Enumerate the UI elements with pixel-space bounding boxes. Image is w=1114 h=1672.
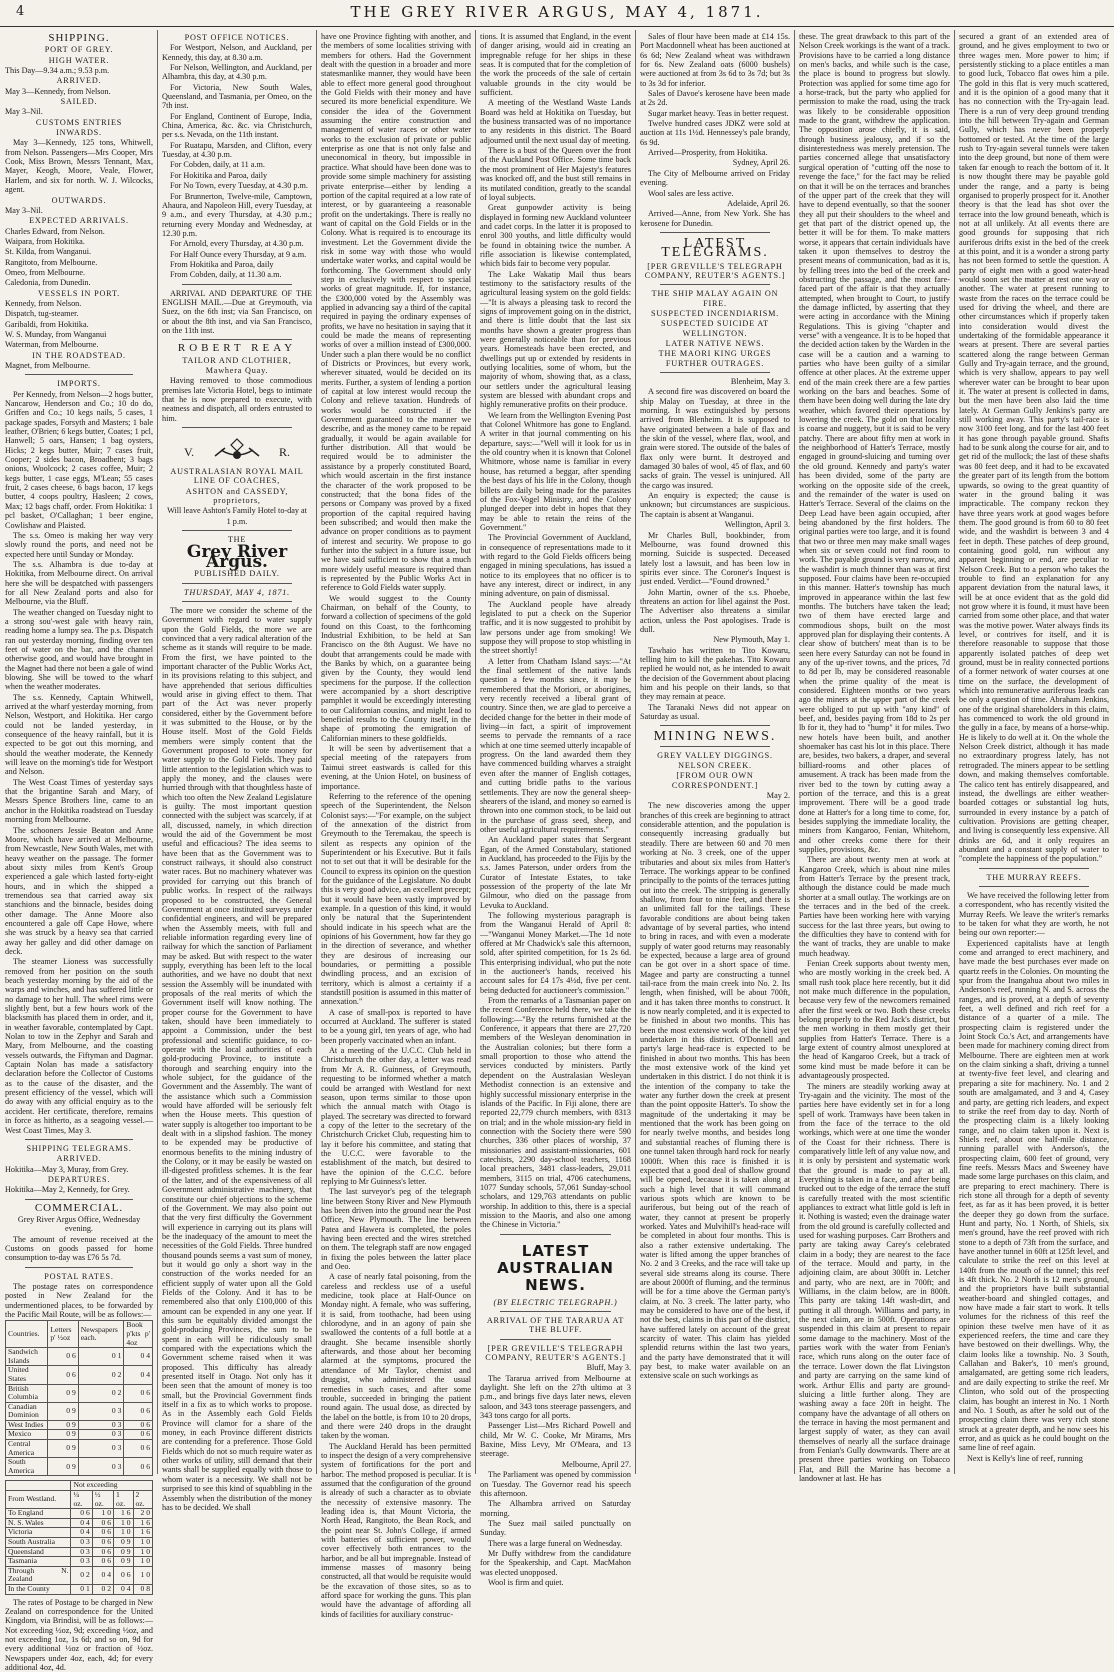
table-cell: 0 9	[48, 1440, 78, 1458]
paragraph: For England, Continent of Europe, India, China, America, &c. &c. via Christchurch, per s.s. Nevada, on the 11th instant.	[162, 111, 312, 140]
section-heading-latest-australian-news: LATEST AUSTRALIAN NEWS.	[497, 1241, 614, 1294]
table-cell: Central America	[6, 1440, 48, 1458]
section-heading-mining-news: MINING NEWS.	[653, 729, 777, 745]
table-cell: To England	[6, 1509, 71, 1519]
paragraph: Referring to the reference of the opening speech of the Superintendent, the Nelson Colonist says:—"For example, on the subject of the annexation of the district from Greymouth to the Teremakau, the speech is silent as respects any opinion of the Superintendent or his Executive. But it fails not to set out that it will be desirable for the Council to express its opinion on the question for the guidance of the Legislature. No doubt this is very good advice, an excellent precept; but it would have been vastly improved by example. In a question of this kind, it would only be natural that the Superintendent should indicate in his speech what are the opinions of his Government, how far they go in the direction of severance, and whether they are desirous of increasing our boundaries, or permitting a possible dwindling process, and an excision of territory, which is almost a certainty if a standstill position is assumed in this matter of annexation."	[321, 791, 471, 1007]
paragraph: For Brunnerton, Twelve-mile, Camptown, Ahaura, and Napoleon Hill, every Tuesday, at 9 a.m., and every Thursday, at 4.30 p.m.; returning every Monday and Wednesday, at 12.30 p.m.	[162, 191, 312, 238]
paragraph: The Parliament was opened by commission on Tuesday. The Governor read his speech this afternoon.	[480, 1470, 631, 1498]
table-cell: Queensland	[6, 1547, 71, 1557]
table-row	[6, 1348, 153, 1366]
table-cell: 0 4	[124, 1348, 153, 1366]
paragraph: The new discoveries among the upper branches of this creek are beginning to attract considerable attention, and the population is consequently increasing gradually but steadily. There are between 60 and 70 men working at No. 3 creek, one of the upper tributaries and about six miles from Hatter's Terrace. The workings appear to be confined principally to the points of the terraces jutting out into the creek. The stripping is generally shallow, from four to nine feet, and there is an unlimited fall for the tailings. These favorable conditions are about being taken advantage of by several parties, who intend to bring in races, and with even a moderate supply of water good returns may reasonably be expected, because a large area of ground can be got over in a short space of time. Magee and party are constructing a tunnel tail-race from the main creek into No. 2. Its length, when finished, will be about 700ft, and it has taken three months to construct. It is now nearly completed, and it is expected to be finished in about two months. This has been the most extensive work of the kind yet undertaken in this district. O'Donnell and party's large head-race is expected to be finished in about two months. This has been the most extensive work of the kind yet undertaken in this district. I do not think it is the intention of the company to take the water any further down the creek at present than the point opposite Hatter's. To show the magnitude of the undertaking it may be mentioned that the work has been going on for nearly twelve months, and besides long and substantial reaches of fluming there is one tunnel taken through hard rock for nearly 1000ft. When this race is finished it is expected that a good deal of shallow ground will be opened, because it is taken along at such a high level that it will command various spots which are known to be auriferous, but being out of the reach of water, they cannot at present be properly worked. Yates and Mulvihill's head-race will be completed in about four months. This is also a rather extensive undertaking. The water is lifted among the upper branches of No. 2 and 3 Creeks, and the race will take up several side streams along its course. There are about 2000ft of fluming, and the terminus will be for a time above the German party's claim, at No. 3 creek. The latter party, who may be considered to have one of the best, if not the best, claims in this part of the district, have suffered lately on account of the great scarcity of water. This claim has yielded splendid returns within the last two years, and the party have demonstrated that it will pay best, to make water available on an extensive scale on such workings as	[640, 801, 790, 1381]
royal-crest-block	[162, 432, 312, 466]
paragraph: Passenger List—Mrs Richard Powell and child, Mr W. C. Cooke, Mr Mirams, Mrs Baxine, Miss Levy, Mr O'Meara, and 13 steerage.	[480, 1421, 631, 1459]
text-line: This Day—9.34 a.m.; 9.53 p.m.	[5, 66, 110, 76]
table-cell: 0 2	[78, 1366, 124, 1384]
column-rule	[157, 30, 158, 1474]
table-header-row	[6, 1321, 153, 1348]
table-cell: 1 0	[133, 1557, 153, 1567]
text-line: May 3—Kennedy, from Nelson.	[5, 86, 111, 96]
paragraph: The Alhambra arrived on Saturday morning.	[480, 1499, 631, 1518]
table-cell: 0 3	[78, 1420, 124, 1430]
subheading: POST OFFICE NOTICES.	[184, 33, 290, 42]
paragraph: For Half Ounce every Thursday, at 9 a.m.	[170, 249, 307, 259]
table-cell: 0 4	[92, 1566, 113, 1584]
table-cell: 0 6	[124, 1458, 153, 1476]
table-cell: Through N. Zealand	[6, 1566, 71, 1584]
subheading: INWARDS.	[56, 128, 102, 138]
divider	[182, 284, 292, 285]
column-rule	[475, 30, 476, 1474]
paragraph: The Provincial Government of Auckland, in consequence of representations made to it with regard to the Gold Fields officers being engaged in mining speculations, has issued a notice to its employees that no officer is to have any interest, direct or indirect, in any mining adventure, on pain of dismissal.	[480, 533, 631, 599]
divider	[500, 1234, 611, 1235]
paragraph: It will be seen by advertisement that a special meeting of the ratepayers from Taimui street eastwards is called for this evening, at the Union Hotel, on business of importance.	[321, 744, 471, 791]
subheading: THE MAORI KING URGES FURTHER OUTRAGES.	[658, 349, 772, 368]
table-cell: 0 1	[78, 1348, 124, 1366]
paragraph: Sales of Davoe's kerosene have been made at 2s 2d.	[640, 89, 790, 108]
subheading: AUSTRALASIAN ROYAL MAIL LINE OF COACHES,	[170, 467, 304, 486]
table-cell: 1 0	[92, 1509, 113, 1519]
dateline: Wellington, April 3.	[724, 520, 790, 530]
table-cell: 0 6	[48, 1366, 78, 1384]
table-row	[6, 1458, 153, 1476]
text-line: Grey River Argus Office, Wednesday evening.	[17, 1214, 141, 1234]
divider	[182, 339, 292, 340]
paragraph: these. The great drawback to this part of the Nelson Creek workings is the want of a track. Provisions have to be carried a long distance on men's backs, and while such is the case, the place is bound to progress but slowly. Protection was applied for some time ago for a horse-track, but the party who applied for permission to make the road, using the track was likely to be considerable opposition made to the grant, withdrew the application. The opposition arose chiefly, it is said, through business jealousy, and if so the disinterestedness was merely pretension. The parties concerned allege that unsatisfactory surgical operation of "cutting off the nose to revenge the face," for the fact may be relied on that it will be on the terraces and branches of the upper part of the creek that they will have to depend eventually, so that the sooner they all put their shoulders to the wheel and get that part of the district opened up, the better it will be for them. To make matters worse, it appears that certain individuals have taken it upon themselves to destroy the present means of communication, bad as it is, by felling trees into the bed of the creek and obstructing the passage, and the most fare-faced part of the affair is that they actually attempted, when brought to Court, to justify the damage inflicted, by asserting that they were acting in accordance with the Mining Regulations. This is giving "chapter and verse" with a vengeance. It is to be hoped that the decided action taken by the Warden in the case will be a caution and a warning to parties who have been guilty of a similar offence at other places. At the extreme upper end of the main creek there are a few parties working on the bars and beaches. Some of them have been doing well during the late dry weather, which favored their operations by lowering the creek. The gold on that locality is coarse and nuggety, but it is said to be very patchy. There are about fifty men at work in the neighborhood of Hatter's Terrace, mostly engaged in ground-sluicing and turning over the old ground. Kennedy and party's water has been divided, some of the party are working on the opposite side of the creek, and the remainder of the water is used on Hatter's Terrace. Several of the claims on the Deep Lead have been again occupied, after being abandoned by the first holders. The original parties were too large, and it is found that two or three men may make small wages when six or seven could not find room to work. The payable ground is very narrow, and the washdirt is much thinner than was at first supposed. Four claims have been re-occupied in this manner. Hatter's township has much improved in appearance within the last few months. The butchers have taken the lead; two of them have erected large and commodious shops, built on the most approved plan for displaying their contents. A clear show of butchers' meat than is to be seen here every Saturday can not be found in any of the up-river towns, and the prices, 7d to 8d per lb, may be considered reasonable when the prime quality of the meat is considered. Eighteen months or two years ago the miners at the upper part of the creek were obliged to put up with "any kind" of beef, and, besides paying from 18d to 2s per lb for it, they had to "hump" it for miles. Two new hotels have been built, and another shoemaker has cast his lot in this place. There are, besides, two bakers, a draper, and several billiard-rooms and other places of amusement. A track has been made from the river bed to the town by cutting away a portion of the terrace, and this is a great improvement. There will be a good trade done at Hatter's for a long time to come, for, besides supplying the immediate locality, the miners from Kangaroo, Fenian, Whitehorn, and other creeks come there for their supplies, provisions, &c.	[799, 32, 950, 854]
paragraph: Wool sales are less active.	[648, 188, 734, 198]
table-cell: 0 6	[124, 1384, 153, 1402]
text-line: May 3–Nil.	[5, 107, 43, 117]
column-rule	[954, 30, 955, 1474]
dateline: THURSDAY, MAY 4, 1871.	[183, 587, 290, 597]
paragraph: For Nelson, Wellington, and Auckland, per Alhambra, this day, at 4.30 p.m.	[162, 63, 312, 82]
subheading: THE MURRAY REEFS.	[986, 872, 1082, 882]
table-cell: 0 8	[133, 1584, 153, 1594]
table-cell: In the County	[6, 1584, 71, 1594]
paragraph: We have received the following letter from a correspondent, who has recently visited the Murray Reefs. We leave the writer's remarks to be taken for what they are worth, he not being our own reporter:—	[959, 890, 1109, 938]
divider	[25, 1267, 133, 1268]
paragraph: The postage rates on correspondence posted in New Zealand for the undermentioned places, to be forwarded by the Pacific Mail Route, will be as follows:—	[5, 1281, 153, 1319]
section-heading-latest-telegrams: LATEST TELEGRAMS.	[661, 235, 769, 261]
table-row	[6, 1440, 153, 1458]
paragraph: tions. It is assumed that England, in the event of danger arising, would aid in creating an impregnable refuge for her ships in these seas. It is computed that for the completion of the work the proceeds of the sale of certain valuable grounds in the city would be sufficient.	[480, 32, 631, 98]
table-header: 1 oz.	[114, 1491, 133, 1509]
column-rule	[635, 30, 636, 1474]
table-cell: 0 6	[92, 1547, 113, 1557]
text-line: Omeo, from Melbourne.	[5, 267, 86, 277]
table-row	[6, 1566, 153, 1584]
paragraph: Twelve hundred cases JDKZ were sold at auction at 11s 1½d. Hennessey's pale brandy, 6s 9d.	[640, 119, 790, 147]
divider	[500, 1311, 611, 1312]
paragraph: ARRIVAL AND DEPARTURE OF THE ENGLISH MAIL.—Due at Greymouth, via Suez, on the 6th inst; via San Francisco, on or about the 8th inst, and via San Francisco, on the 11th inst.	[162, 288, 312, 335]
paragraph: From Hokitika and Paroa, daily	[170, 259, 274, 269]
subheading: THE	[227, 535, 247, 545]
text-line: W. S. Munday, from Wanganui	[5, 329, 107, 339]
paragraph: The Auckland people have already legislated to put a check on the Superior traffic, and it is now suggested to prohibit by law persons under age from smoking! We suppose they will propose to stop whistling in the street shortly!	[480, 599, 631, 656]
table-header: Countries.	[6, 1321, 48, 1348]
table-cell: 1 0	[133, 1547, 153, 1557]
column-rule	[316, 30, 317, 1474]
table-header	[6, 1481, 71, 1491]
divider	[979, 868, 1089, 869]
section-heading-shipping: SHIPPING.	[48, 32, 110, 44]
table-header-row	[6, 1481, 153, 1491]
paragraph: The s.s. Omeo is making her way very slowly round the ports, and need not be expected here until Sunday or Monday.	[5, 530, 153, 559]
text-line: Kennedy, from Nelson.	[5, 298, 82, 308]
column-4	[477, 32, 634, 1587]
table-cell: 1 6	[133, 1518, 153, 1528]
table-row	[6, 1557, 153, 1567]
text-line: Garibaldi, from Hokitika.	[5, 319, 89, 329]
table-cell: 0 2	[92, 1584, 113, 1594]
subheading: TAILOR AND CLOTHIER,	[182, 355, 292, 365]
table-cell: 0 9	[114, 1547, 133, 1557]
subheading: [PER GREVILLE'S TELEGRAPH COMPANY, REUTER'S AGENTS.]	[485, 1343, 626, 1363]
subheading: GREY VALLEY DIGGINGS.	[657, 750, 773, 760]
table-cell: 2 0	[133, 1509, 153, 1519]
table-header: 2 oz.	[133, 1491, 153, 1509]
newspaper-title: THE GREY RIVER ARGUS, MAY 4, 1871.	[350, 3, 764, 21]
paragraph: The s.s. Kennedy, Captain Whitwell, arrived at the wharf yesterday morning, from Nelson, Westport, and Hokitika. Her cargo could not be landed yesterday, in consequence of the heavy rainfall, but it is expected to be got out this morning, and should the weather moderate, the Kennedy will leave on the morning's tide for Westport and Nelson.	[5, 692, 153, 777]
paragraph: From Cobden, daily, at 11.30 a.m.	[170, 270, 282, 280]
paragraph: For No Town, every Tuesday, at 4.30 p.m.	[170, 181, 308, 191]
table-row	[6, 1384, 153, 1402]
advertiser-name: ROBERT REAY	[177, 342, 297, 355]
text-line: Waipara, from Hokitika.	[5, 236, 85, 246]
dateline: Sydney, April 26.	[732, 158, 790, 168]
table-cell: Mexico	[6, 1430, 48, 1440]
table-cell: 0 3	[78, 1402, 124, 1420]
paragraph: An Auckland paper states that Sergeant Egan, of the Armed Constabulary, stationed in Auckland, has proceeded to the Fijis by the s.s. James Paterson, under orders from the Curator of Intestate Estates, to take possession of the property of the late Mr Gilmour, who died on the passage from Levuka to Auckland.	[480, 835, 631, 910]
paragraph: Fenian Creek supports about twenty men, who are mostly working in the creek bed. A small rush took place here recently, but it did not make much difference in the population, because very few of the newcomers remained after the first week or two. Both these creeks belong properly to the Red Jack's district, but the men working in them mostly get their supplies from Hatter's Terrace. There is a large extent of country almost unexplored at the head of Kangaroo Creek, but a track of some kind must be made before it can be advantageously prospected.	[799, 959, 950, 1081]
paragraph: A case of small-pox is reported to have occurred at Auckland. The sufferer is stated to be a young girl, ten years of age, who had been properly vaccinated when an infant.	[321, 1007, 471, 1045]
table-cell: 0 3	[71, 1538, 92, 1548]
table-header: Letters p' ½oz	[48, 1321, 78, 1348]
paragraph: A second fire was discovered on board the ship Malay on Tuesday, at three in the morning. It was extinguished by persons arrived from Blenheim. It is supposed to have originated between a bale of flax and the skin of the vessel, where flax, wool, and grain were stored. The outside of the bales of flax only were burnt. It destroyed and damaged 30 bales of wool, 45 of flax, and 60 sacks of grain. The vessel is uninjured. All the cargo was insured.	[640, 387, 790, 490]
crest-letter: V.	[184, 445, 195, 460]
paragraph: The miners are steadily working away at Try-again and the vicinity. The most of the parties here have evidently set in for a long spell of work. Tramways have been taken in from the face of the terrace to the old workings, which were at one time the wonder of the Coast for their richness. There is comparatively little left of any value now, and it is only by persistent and systematic work that the ground is made to pay at all. Everything is taken in a face, and after being trucked out to the edge of the terrace the stuff is carefully treated with the most scientific appliances to extract what little gold is left in it. Nothing is wasted; even the drainage water from the old ground is carefully collected and used for washing purposes. Carr Brothers and party are taking away Carey's celebrated claim in a body; they are nearest to the face of the terrace. Mould and party, in the adjoining claim, are about 300ft in. Letcher and party, who are next, are in 700ft; and Williams, in the claim below, are in 800ft. This party are taking 14ft wash-dirt, and putting it all through. Williams and party, in the next claim, are in 500ft. Operations are suspended in this claim at present to repair some damage to the machinery. Most of the parties work with the water from Fenian's race, which runs along on the outer face of the terrace. Lower down the flat Livingston and party are carrying on the same kind of work. Arthur Ellis and party are ground-sluicing a little further along. They are washing away a face 20ft in height. The company have the advantage of all others on the terrace in having the most permanent and largest supply of water, as they can avail themselves of nearly all the surface drainage from Fenian's Gully downwards. There are at present three parties working on Tobacco Flat, and Bill the Marine has become a landowner at last. He has	[799, 1081, 950, 1483]
subheading: POSTAL RATES.	[44, 1271, 114, 1281]
table-row	[6, 1509, 153, 1519]
text-line: Waterman, from Melbourne.	[5, 340, 99, 350]
table-cell: 0 9	[114, 1538, 133, 1548]
divider	[660, 372, 770, 373]
paragraph: The last surveyor's peg of the telegraph line between Stony River and New Plymouth has been driven into the ground near the Post Office, New Plymouth. The line between Patea and Hawera is completed, the poles having been erected and the wires stretched on them. The telegraph staff are now engaged in fixing the poles between the latter place and Oeo.	[321, 1187, 471, 1272]
subheading: LATER NATIVE NEWS.	[665, 338, 765, 348]
table-cell: N. S. Wales	[6, 1518, 71, 1528]
paragraph: The weather changed on Tuesday night to a strong sou'-west gale with heavy rain, reading home a lumpy sea. The p.s. Dispatch ran out yesterday morning, finding over ten feet of water on the bar, and the channel otherwise good, and would have brought in the Magnet had there not been a gale of wind blowing. She will be towed to the wharf when the weather moderates.	[5, 607, 154, 692]
column-2	[159, 32, 315, 1512]
divider	[660, 725, 770, 726]
dateline: Adelaide, April 26.	[727, 198, 790, 208]
paragraph: The amount of revenue received at the Customs on goods passed for home consumption to-day was £76 5s 7d.	[5, 1234, 153, 1263]
table-cell: 0 9	[48, 1420, 78, 1430]
paragraph: The City of Melbourne arrived on Friday evening.	[640, 168, 790, 188]
table-cell: 1 0	[114, 1518, 133, 1528]
divider	[500, 1339, 611, 1340]
text-line: 1 p.m.	[226, 516, 248, 526]
paragraph: The Tararua arrived from Melbourne at daylight. She left on the 27th ultimo at 3 p.m., and brings five days later news, eleven saloon, and 343 tons steerage passengers, and 343 tons cargo for all ports.	[480, 1373, 631, 1421]
subheading: ARRIVED.	[56, 76, 102, 86]
table-cell: 0 9	[48, 1402, 78, 1420]
subheading: SUSPECTED SUICIDE AT WELLINGTON.	[661, 319, 769, 338]
table-cell: 0 6	[124, 1402, 153, 1420]
table-header: Not exceeding	[71, 1481, 153, 1491]
table-cell: 0 9	[48, 1458, 78, 1476]
table-cell: 0 3	[78, 1458, 124, 1476]
paragraph: We would suggest to the County Chairman, on behalf of the County, to forward a collection of specimens of the gold found on this Coast, to the forthcoming Industrial Exhibition, to be held at San Francisco on the 8th August. We have no doubt that arrangements could be made with the Banks by which, on a guarantee being given by the County, they would lend specimens for the purpose. If the collection were accompanied by a short descriptive pamphlet it would be exceedingly interesting to our Californian cousins, and might lead to beneficial results to the County itself, in the shape of promoting the emigration of Californian miners to these goldfields.	[321, 593, 471, 743]
paragraph: Tawhaio has written to Tito Kowaru, telling him to kill the pakehas. Tito Kowaru replied he would not, as he intended to await the decision of the Government about placing him and his people on their lands, so that they may remain at peace.	[640, 645, 790, 702]
dateline: Blenheim, May 3.	[730, 377, 790, 386]
table-cell: 0 9	[48, 1384, 78, 1402]
table-cell: Sandwich Islands	[6, 1348, 48, 1366]
table-header: Book p'kts p' 4oz	[124, 1321, 153, 1348]
column-5	[637, 32, 793, 1472]
subheading: SAILED.	[60, 97, 98, 107]
table-row	[6, 1538, 153, 1548]
table-cell: 1 0	[114, 1528, 133, 1538]
paragraph: The Lake Wakatip Mail thus bears testimony to the satisfactory results of the agricultural leasing system on the gold fields:—"It is always a pleasing task to record the signs of improvement going on in the district, and there is little doubt that the last six months have shown a greater progress than were generally noticeable than for previous years. Homesteads have been erected, and dwellings put up or extended by residents in outlying localities, some of whom, but the majority of whom, showing that, as a class, our settlers under the agricultural leasing system are blessed with abundant crops and highly remunerative profits on their produce.	[480, 269, 631, 410]
table-cell: 0 6	[92, 1528, 113, 1538]
divider	[182, 530, 292, 531]
table-cell: South America	[6, 1458, 48, 1476]
table-cell: Victoria	[6, 1528, 71, 1538]
subheading: PUBLISHED DAILY.	[194, 569, 280, 579]
table-cell: 0 6	[92, 1518, 113, 1528]
table-cell: 0 6	[71, 1509, 92, 1519]
table-cell: 1 6	[133, 1528, 153, 1538]
paragraph: For Victoria, New South Wales, Queensland, and Tasmania, per Omeo, on the 7th inst.	[162, 82, 312, 111]
subheading: Mawhera Quay.	[205, 366, 269, 375]
dateline: Melbourne, April 27.	[561, 1459, 631, 1469]
table-cell: 0 3	[71, 1557, 92, 1567]
subheading: OUTWARDS.	[51, 195, 107, 205]
table-cell: 0 2	[71, 1566, 92, 1584]
paragraph: A letter from Chatham Island says:—"At the final settlement of the native lands question a few months since, it may be remembered that the Moriori, or aborigines, very recently received a liberal grant of country. Since then, we are glad to perceive a decided change for the better in their mode of living—in fact, a spirit of improvement seems to pervade the remnants of a race which at one time seemed utterly incapable of progress. On the land awarded them they have commenced building wharves a straight even after the manner of English cottages, and cutting bridle paths to the various settlements. They are now the general sheep-shearers of the island, and money so earned is thrown into one common stock, to be laid out in the purchase of grass seed, sheep, and other useful agricultural requirements."	[480, 656, 631, 834]
table-cell: 0 3	[71, 1547, 92, 1557]
paragraph: The Suez mail sailed punctually on Sunday.	[480, 1518, 631, 1538]
table-header: Newspapers each.	[78, 1321, 124, 1348]
divider	[25, 1199, 133, 1200]
subheading: SHIPPING TELEGRAMS.	[26, 1143, 132, 1153]
subheading: SUSPECTED INCENDIARISM.	[650, 308, 780, 318]
table-cell: 0 6	[48, 1348, 78, 1366]
table-cell: 0 1	[71, 1584, 92, 1594]
subheading: EXPECTED ARRIVALS.	[29, 216, 129, 226]
table-cell: 0 6	[124, 1420, 153, 1430]
table-cell: British Columbia	[6, 1384, 48, 1402]
column-1	[2, 32, 156, 1672]
subheading: DEPARTURES.	[47, 1174, 111, 1184]
table-cell: United States	[6, 1366, 48, 1384]
table-cell: South Australia	[6, 1538, 71, 1548]
text-line: Hokitika—May 3, Muray, from Grey.	[5, 1164, 129, 1174]
table-header-row	[6, 1491, 153, 1509]
paragraph: Mr Duffy withdrew from the candidature for the Speakership, and Capt. MacMahon was elected unopposed.	[480, 1548, 631, 1577]
table-cell: 0 6	[92, 1538, 113, 1548]
table-row	[6, 1584, 153, 1594]
postal-rates-table	[5, 1320, 153, 1476]
paragraph: The schooners Jessie Beaton and Anne Moore, which have arrived at Melbourne, from Newcastle, New South Wales, met with heavy weather on the passage. The former about sixty miles from Kent's Group experienced a gale which lasted forty-eight hours, and in which the shipped a tremendous sea that carried away six stanchions and the binnacle, besides doing other damage. The Anne Moore also encountered a gale off Cape Howe, where she was struck by a heavy sea that carried away her galley and did other damage on deck.	[5, 825, 153, 956]
paragraph: At a meeting of the U.C.C. Club held in Christchurch the other day, a letter was read from Mr A. R. Guinness, of Greymouth, requesting to be informed whether a match could be arranged with Westland for next season, upon terms similar to those upon which the annual match with Otago is played. The secretary was directed to forward a copy of the letter to the secretary of the Christchurch Cricket Club, requesting him to lay it before his committee, and stating that the U.C.C. were favorable to the establishment of the match, but desired to have the opinion of the C.C.C. before replying to Mr Guinness's letter.	[321, 1046, 471, 1186]
westland-postage-table	[5, 1480, 153, 1594]
table-cell: Tasmania	[6, 1557, 71, 1567]
text-line: Magnet, from Melbourne.	[5, 361, 91, 370]
table-row	[6, 1366, 153, 1384]
table-cell: 0 6	[114, 1566, 133, 1584]
table-cell: 0 4	[71, 1528, 92, 1538]
table-cell: 0 6	[92, 1557, 113, 1567]
paragraph: For Cobden, daily, at 11 a.m.	[170, 160, 265, 170]
paper-logo: Grey River Argus.	[186, 542, 288, 572]
table-cell: 0 9	[48, 1430, 78, 1440]
text-line: Dispatch, tug-steamer.	[5, 309, 79, 319]
divider	[660, 232, 770, 233]
paragraph: Next is Kelly's line of reef, running	[967, 1453, 1083, 1463]
divider	[25, 1139, 133, 1140]
paragraph: Arrived—Anne, from New York. She has kerosene for Dunedin.	[640, 209, 790, 228]
crest-letter: R.	[278, 445, 290, 460]
subheading: IMPORTS.	[57, 379, 101, 389]
paragraph: Experienced capitalists have at length come and arranged to erect machinery, and have made the best purchases ever made on quartz reefs in the Colonies. On mounting the spur from the Inangahua about two miles in Anderson's reef, running N. and S. across the ranges, and is proved, at a depth of seventy feet, a well defined and rich reef for a distance of a quarter of a mile. The prospecting claim is registered under the Joint Stock Co.'s Act, and arrangements have been made for machinery coming direct from Melbourne. There are eighteen men at work on the claim sinking a shaft, driving a tunnel at twenty-five feet level, and clearing and preparing a site for machinery. No. 1 and 2 south are amalgamated, and 3 and 4, Casey and party, are getting rich leaders, and expect to strike the reef from day to day. North of the prospecting claim is a likely looking range, and no claim taken upon it. Next is Shiels reef, about one half-mile distance, running parallel with Anderson's, the prospecting claim, 600 feet of ground, very fine reefs. Messrs Macs and Sweeney have made some large purchases on this claim, and are preparing to erect machinery. There is rich stone all through for a depth of seventy feet, as far as it has been proved, it is better the deeper they go down from the surface. Hunt and party, No. 1 North, of Shiels, six men's ground, have the reef proved with rich stone to a depth of 73ft from the surface, and have another tunnel in 60ft at 125ft level, and calculate to strike the reef on this level at 140ft from the mouth of the tunnel; this reef is 4ft thick. No. 2 North is 12 men's ground, and the proprietors have built substantial weather-board and shingled cottages, and now have made a fair start to work. It tells volumes for the richness of this reef the opinion these twelve men have of it as experienced reefers, the time and care they have bestowed on their dwellings. Why, the claim looks like a township. No. 3 South, Callahan and Baker's, 10 men's ground, amalgamated, are getting some rich leaders, and are daily expecting to strike the reef. Mr Clinton, who sold out of the prospecting claim, has bought an interest in No. 1 North and No. 1 South, as after he sold out of the prospecting claim there was very rich stone struck at a greater depth, and he now sees his error, and as quick as he could bought on the same line of reef again.	[959, 938, 1109, 1453]
table-cell: 0 4	[114, 1584, 133, 1594]
table-cell: 1 0	[133, 1538, 153, 1548]
column-6	[796, 32, 953, 1483]
paragraph: secured a grant of an extended area of ground, and he gives employment to two or three wages men. More power to him; if persistently sticking to a place entitles a man to good luck, Tobacco flat owes him a pile. The gold in this flat is very much scattered, and it is the opinion of a good many that it has no connection with the Try-again lead. There is a run of very deep ground trending into the hill between Try-again and German Gully, which has never been properly bottomed or tested. At the time of the large rush to Try-again several tunnels were taken into the deep ground, but none of them were taken far enough to reach the bottom of it. It is now thought there may be payable gold under the range, and a party is being organised to properly prospect for it. Another theory is that the lead has shot over the terrace into the low ground beneath, which is not at all unlikely. At all events there are good grounds for supposing that rich auriferous drifts exist in the bed of the creek at this point, and it is a wonder a strong party has not been formed to settle the question. A party of eight men with a good water-head would soon set the matter at rest one way or another. The water at present running to waste from the races on the terrace could be used for driving the wheel, and there are other circumstances which if properly taken into consideration would divest the undertaking of the formidable appearance it wears at present. There are several parties scattered along the range between German Gully and Try-again terrace, and the ground, which is very shallow, appears to pay well wherever water can be brought to bear upon it. The water at present is collected in dams, but the men have been also laid the time lately. At German Gully Jenkins's party are still working away. This party's tail-race is now 3100 feet long, and for the last 400 feet it has gone through payable ground. Shafts had to be sunk along the course for air, and to get rid of the mullock; the last of these shafts was 80 feet deep, and it had to be excavated the greater part of its length from the bottom upwards, so owing to the great quantity of water in the ground baling it was impracticable. The company reckon they have three years work at good wages before them. The good ground is from 60 to 80 feet wide, and the washdirt is between 3 and 4 feet in depth. These patches of deep ground, containing good gold, run without any apparent beginning or end, are peculiar to Nelson Creek. But to a person who takes the trouble to find an explanation for any apparent deviation from the natural laws, it will be at once evident that as the gold did not grow where it is found, it must have been carried from some other place, and that water was the motive power. Water always finds its level, or contrives for itself, and it is therefore reasonable to suppose that those apparently isolated patches of deep wet ground, must be in reality connected portions of a former network of water courses at one time on the surface, the development of which into remunerative auriferous leads can be only a question of time. Abraham Jenkins, one of the original shareholders in this claim, has commenced to work the old ground in the gully in a face, by means of a horse-whip. He is likely to do well at it. On the whole the Nelson Creek district, although it has made no extraordinary progress lately, has not retrograded. The miners appear to be settling down, and making themselves comfortable. The calico tent has entirely disappeared, and instead, the dwellings are either weather-boarded cottages or substantial log huts, surrounded in every instance by a patch of cultivation. Provisions are getting cheaper, and living is consequently less expensive. All drinks are 6d, and it only requires an abundant and a constant supply of water to "complete the happiness of the population."	[959, 32, 1109, 864]
paragraph: A case of nearly fatal poisoning, from the careless and reckless use of a useful medicine, took place at Half-Ounce on Monday night. A female, who was suffering, it is said, from toothache, had been using chlorodyne, and in an agony of pain she swallowed the contents of a full bottle at a draught. She became insensible shortly afterwards, and those about her becoming alarmed at the symptoms, procured the attendance of Mr Taylor, chemist and druggist, who administered the usual remedies in such cases, and after some trouble, succeeded in bringing the patient round again. The usual dose, as directed by the label on the bottle, is from 10 to 20 drops, and there were 240 drops in the draught taken by the woman.	[321, 1272, 471, 1441]
column-rule	[794, 30, 795, 1474]
text-line: May 3–Nil.	[5, 205, 43, 215]
paragraph: The following mysterious paragraph is from the Wanganui Herald of April 8:—"Wanganui Money Market.—The 1d note offered at Mr Chadwick's sale this afternoon, sold, after spirited competition, for 1s 2s 6d. This enterprising individual, who put the note in the auctioneer's hands, received his account sales for £4 17s 4½d, five per cent. being deducted for auctioneer's commission."	[480, 910, 631, 995]
paragraph: May 3—Kennedy, 125 tons, Whitwell, from Nelson. Passengers—Mrs Cooper, Mrs Cook, Miss Brown, Messrs Tennant, Max, Mayer, Keogh, Moore, Veale, Flower, Harlem, and six for north. W. J. Wilcocks, agent.	[5, 138, 153, 195]
paragraph: The s.s. Alhambra is due to-day at Hokitika, from Melbourne direct. On arrival here she will be despatched with passengers for all New Zealand ports and also for Melbourne, via the Bluff.	[5, 559, 153, 607]
paragraph: A meeting of the Westland Waste Lands Board was held at Hokitika on Tuesday, but the business transacted was of no importance to any residents in this district. The Board adjourned until the next usual day of meeting.	[480, 98, 631, 145]
paragraph: Wool is firm and quiet.	[488, 1577, 564, 1587]
text-line: Hokitika—May 2, Kennedy, for Grey.	[5, 1185, 130, 1195]
table-row	[6, 1402, 153, 1420]
divider	[182, 601, 292, 602]
paragraph: Having removed to those commodious premises late Victoria Hotel, begs to intimate that he is now prepared to execute, with neatness and dispatch, all orders entrusted to him.	[162, 376, 312, 423]
subheading: HIGH WATER.	[48, 55, 110, 65]
text-line: St. Kilda, from Wanganui.	[5, 247, 92, 257]
subheading: IN THE ROADSTEAD.	[32, 350, 126, 360]
text-line: Rangitoto, from Melbourne.	[5, 257, 98, 267]
page-number: 4	[16, 4, 25, 19]
text-line: Caledonia, from Dunedin.	[5, 278, 91, 288]
table-header: ½ oz.	[92, 1491, 113, 1509]
paragraph: The more we consider the scheme of the Government with regard to water supply upon the Gold Fields, the more we are convinced that a very radical alteration of the scheme as it stands will require to be made. From the first, we have pointed to the important character of the Public Works Act, in its provisions relating to this subject, and have apprehended that serious difficulties would arise in giving effect to them. That part of the Act was never properly considered, either by the Government before it was submitted to the House, or by the House itself. Most of the Gold Fields members were simply content that the Government proposed to vote money for water supply to the Gold Fields. They paid little attention to the legislation which was to apply the money, and the clauses were hurried through with that thoughtless haste of which too often the New Zealand Legislature is guilty. The most important question connected with the subject was scarcely, if at all, discussed, namely, in which direction would the aid of the Government be most useful and efficacious? The idea seems to have been that as the Government was to construct railways, it should also construct water races. But no machinery whatever was provided for carrying out this branch of public works. In respect of the railways proposed to be constructed, the General Government at once instituted surveys under confidential engineers, and will be prepared when the Assembly meets, with full and reliable information regarding every line of railway for which the sanction of Parliament may be asked. But with respect to the water supply, everything has been left to the local authorities, and we have no doubt that next session the Assembly will be inundated with proposals of the real merits of which the Government itself will know nothing. The proper course for the Government to have taken, should have been immediately to appoint a Commission, under the best professional and scientific guidance, to co-operate with the local authorities of each gold-producing Province, to institute a thorough and searching enquiry into the whole subject, for the guidance of the Government and the Assembly. The want of the assistance which such a Commission would have afforded will be seriously felt when the House meets. This question of water supply is altogether too important to be dealt with in a slipshod fashion. The money to be expended may be productive of enormous benefits to the mining industry of the Colony, or it may be easily be wasted on ill-digested profitless schemes. It is the fear of the latter, and of the expensiveness of all Government administrative machinery, that constitute our chief objections to the scheme of the Government. We may also point out that the very first difficulty the Government will experience in carrying out its plans will be the inadequacy of the amount to meet the necessities of the Gold Fields. Three hundred thousand pounds seems a vast sum of money, but it would go only a short way in the construction of the works needed for an efficient supply of water upon all the Gold Fields of the Colony. And it has to be remembered also that only £100,000 of this amount can be expended in any one year. If this sum be equitably divided amongst the gold-producing Provinces, the sum to be spent in each will be ridiculously small compared with the expectations which the Government scheme raised when it was proposed. This difficulty has already presented itself in Otago. Not only has it been seen that the amount of money is too small, but the Provincial Government finds itself in a fix as to which works to propose. As in the Assembly each Gold Fields Province will clamor for a share of the money, in each Province different districts are contending for a preference. Those Gold Fields which do not so much require water as other works of utility, still demand that their wants shall be supplied equally with those to whom water is a necessity. We shall not be surprised to see this kind of squabbling in the Assembly when the distribution of the money has to be decided. We shall	[162, 605, 312, 1512]
table-cell: 1 0	[133, 1566, 153, 1584]
subheading: VESSELS IN PORT.	[38, 288, 120, 298]
paragraph: The Auckland Herald has been permitted to inspect the design of a very comprehensive system of fortifications for the port and harbor. The method proposed is peculiar. It is assumed that the configuration of the ground is already of such a character as to obviate the necessity of extensive masonry. The leading idea is, that Mount Victoria, the North Head, Rangitoto, the Bean Rock, and the point near St. John's College, if armed with batteries of sufficient power, would cover effectively both entrances to the harbor, and be all but impregnable. Instead of immense masses of masonry being constructed, all that would be requisite would be the excavation of those sites, so as to afford space for working the guns. This plan would have the advantage of affording all kinds of facilities for auxiliary construc-	[321, 1441, 471, 1619]
paragraph: There was a large funeral on Wednesday.	[488, 1538, 623, 1548]
subheading: [FROM OUR OWN CORRESPONDENT.]	[671, 771, 759, 790]
subheading: NELSON CREEK.	[678, 761, 752, 771]
subheading: ASHTON and CASSEDY, proprietors,	[185, 486, 289, 506]
paragraph: Sales of flour have been made at £14 15s. Port Macdonnell wheat has been auctioned at 6s 6d; New Zealand wheat was withdrawn for 6s. New Zealand oats (6000 bushels) were auctioned at from 3s 6d to 3s 7d; but 3s to 3s 3d for inferior.	[640, 32, 790, 88]
table-cell: 0 6	[124, 1440, 153, 1458]
subheading: [PER GREVILLE'S TELEGRAPH COMPANY, REUTER'S AGENTS.]	[644, 261, 786, 280]
masthead	[0, 0, 1114, 27]
table-header: ¼ oz.	[71, 1491, 92, 1509]
divider	[182, 427, 292, 428]
table-header: From Westland.	[6, 1491, 71, 1509]
table-cell: 0 4	[124, 1366, 153, 1384]
table-cell: 1 6	[114, 1509, 133, 1519]
subheading: ARRIVED.	[56, 1154, 102, 1164]
royal-arms-icon	[207, 436, 267, 464]
divider	[979, 886, 1089, 887]
divider	[25, 374, 133, 375]
column-3	[318, 32, 474, 1619]
section-heading-commercial: COMMERCIAL.	[34, 1201, 124, 1214]
subheading: (BY ELECTRIC TELEGRAPH.)	[493, 1297, 618, 1307]
paragraph: There are about twenty men at work at Kangaroo Creek, which is about nine miles from Hatter's Terrace by the present track, although the distance could be made much shorter at a small outlay. The workings are on the terraces and in the bed of the creek. Parties have been working here with varying success for the last three years, but owing to the difficulties they have to contend with for the want of tracks, they are unable to make much headway.	[799, 855, 950, 958]
table-cell: 0 2	[78, 1384, 124, 1402]
paragraph: For Hokitika and Paroa, daily	[170, 170, 268, 180]
table-cell: 0 4	[71, 1518, 92, 1528]
paragraph: For Westport, Nelson, and Auckland, per Kennedy, this day, at 8.30 a.m.	[162, 43, 312, 62]
paragraph: Per Kennedy, from Nelson—2 hogs butter, Nancarow, Henderson and Co.; 10 do do, Griffen and Co.; 10 kegs nails, 5 cases, 1 package spades, Forsyth and Masters; 1 bale leather, O'Brien; 6 kegs butter, Coates; 1 pcl, Hanwell; 5 oars, Hansen; 1 bag oysters, Hicks; 2 kegs butter, Muir; 7 cases fruit, Cooper; 2 sides bacon, Broadbent; 3 bags onions, Woolcock; 2 cases coffee, Muir; 2 kegs butter, 1 case eggs, M'Lean; 55 cases fruit, 2 cases cheese, 6 bags bacon, 17 kegs butter, 4 coops poultry, Hasleen; 2 cows, Max; 12 bags chaff, order. From Hokitika: 1 pcl basket, O'Callaghan; 1 beer engine, Cowlishaw and Plaisted.	[5, 389, 153, 530]
table-cell: 0 3	[78, 1430, 124, 1440]
paragraph: For Arnold, every Thursday, at 4.30 p.m.	[170, 239, 304, 249]
paragraph: The steamer Lioness was successfully removed from her position on the south beach yesterday morning by the aid of the warps and winches, and has suffered little or no damage to her hull. The wheel rims were slightly bent, but a few hours work of the blacksmith has placed them in order, and it, in weather favorable, contemplated by Capt. Nolan to tow in the Zephyr and Sarah and Mary, from Melbourne, and the coasting vessels outwards, the Fiftyman and Dagmar. Captain Nolan has made a satisfactory declaration before the Collector of Customs as to the cause of the disaster, and the present efficiency of the vessel, which will do away with any official enquiry as to the accident. Her certificate, therefore, remains in force as hitherto, as a seagoing vessel.—West Coast Times, May 3.	[5, 957, 153, 1135]
divider	[182, 583, 292, 584]
paragraph: The rates of Postage to be charged in New Zealand on correspondence for the United Kingdom, via Brindisi, will be as follows:—Not exceeding ½oz, 9d; exceeding ½oz, and not exceeding 1oz, 1s 6d; and so on, 9d for every additional ½oz or fraction of ½oz. Newspapers under 4oz, each, 4d; for every additional 4oz, 4d.	[5, 1597, 153, 1672]
text-line: Will leave Ashton's Family Hotel to-day at	[167, 506, 307, 516]
paragraph: Arrived—Prosperity, from Hokitika.	[648, 148, 768, 158]
divider	[660, 746, 770, 747]
paragraph: Great gunpowder activity is being displayed in forming new Auckland volunteer and cadet corps. In the latter it is proposed to enrol 300 youths, and little difficulty would be found in obtaining twice the number. A rifle association is likewise contemplated, which bids fair to become very popular.	[480, 203, 631, 269]
table-cell: 0 9	[114, 1557, 133, 1567]
paragraph: John Martin, owner of the s.s. Phoebe, threatens an action for libel against the Post. The Advertiser also threatens a similar action, unless the Post apologises. Trade is dull.	[640, 587, 790, 634]
table-cell: 0 6	[124, 1430, 153, 1440]
dateline: May 2.	[766, 791, 790, 801]
dateline: New Plymouth, May 1.	[713, 635, 790, 645]
text-line: Charles Edward, from Nelson.	[5, 226, 105, 236]
paragraph: From the remarks of a Tasmanian paper on the recent Conference held there, we take the following:—"By the returns furnished at the Conference, it appears that there are 27,720 members of the Wesleyan denomination in the Australian colonies; but there form a small proportion to those who attend the services conducted by ministers. Partly dependent on the Australasian Wesleyan Methodist connection is an extensive and highly successful missionary enterprise in the islands of the Pacific. In Fiji alone, there are reported 22,779 church members, with 8313 on trial; and in the whole mission-ary field in connection with the Society there were 590 churches, 336 other places of worship, 37 missionaries and assistant-missionaries, 601 catechists, 2290 day-school teachers, 1168 local preachers, 3481 class-leaders, 29,011 members, 3115 on trial, 4706 catechumens, 1077 Sunday schools, 57,061 Sunday-school scholars, and 129,763 attendants on public worship. In addition to this, there is a special mission to the Maoris, and also one among the Chinese in Victoria."	[480, 996, 631, 1230]
dateline: Bluff, May 3.	[586, 1363, 631, 1373]
table-cell: Canadian Dominion	[6, 1402, 48, 1420]
table-cell: West Indies	[6, 1420, 48, 1430]
paragraph: For Ruatapu, Marsden, and Clifton, every Tuesday, at 4.30 p.m.	[162, 140, 312, 160]
paragraph: Sugar market heavy. Teas in better request.	[648, 108, 789, 118]
column-7	[956, 32, 1112, 1472]
paragraph: There is a bust of the Queen over the front of the Auckland Post Office. Some time back the most prominent of Her Majesty's features was knocked off, and the bust still remains in its mutilated condition, greatly to the scandal of loyal subjects.	[480, 146, 631, 202]
paragraph: The West Coast Times of yesterday says that the brigantine Sarah and Mary, of Messrs Spence Brothers line, came to an anchor in the Hokitika roadstead on Tuesday morning from Melbourne.	[5, 777, 153, 825]
table-cell: 0 3	[78, 1440, 124, 1458]
paragraph: An enquiry is expected; the cause is unknown; but circumstances are suspicious. The captain is absent at Wanganui.	[640, 491, 790, 519]
paragraph: have one Province fighting with another, and the members of some localities striving with members for others. Had the Government dealt with the question in a broader and more statesmanlike manner, they would have been able to effect more general good throughout the Gold Fields with their money and have secured its more beneficial expenditure. We consider the idea of the Government assuming the entire construction and management of water races or other water works to the exclusion of private or public enterprise as one that is not only false and uneconomical in theory, but impossible in practice. What should have been done was to provide some simple machinery for assisting private enterprise—either by lending a portion of the capital required at a low rate of interest, or by guaranteeing a reasonable profit on the undertakings. There is really no want of capital on the Gold Fields or in the Colony. What is required is to encourage its investment. Let the Government divide the risk in some way with those who would undertake water works, and capital would be forthcoming. The Government should only step in exclusively with respect to special works of great magnitude. If, for instance, the £300,000 voted by the Assembly was applied in advancing say a third of the capital required in paying the ordinary expenses of profits, we have no hesitation in saying that it could be made the means of representing works of over a million instead of £300,000. Under such a plan there would be no conflict of Districts or Provinces, but every work, wherever situated, would be decided on its merits. Further, a system of lending a portion of capital at low interest would recoup the Colony and relieve taxation. Hundreds of works would be constructed if the Government guaranteed to the manner we describe, and as the money came to be repaid gradually, it would be again available for further distribution. All that would be required would be to administer the assistance by a properly constituted Board, which would ascertain in the first instance the character of the work proposed to be constructed; that the bona fides of the persons or Company was proved by a fixed proportion of the capital required having been subscribed; and would then make the advance on proper conditions as to payment of interest and security. We propose to go further into the subject in a future issue, but we have said sufficient to show that a much more widely useful measure is required than is represented by the Public Works Act in reference to Gold Fields water supply.	[321, 32, 471, 593]
paragraph: Mr Charles Bull, bookbinder, from Melbourne, was found drowned this morning. Suicide is suspected. Deceased lately lost a lawsuit, and has been low in spirits ever since. The Coroner's Inquest is just ended. Verdict—"Found drowned."	[640, 530, 790, 587]
paragraph: The Taranaki News did not appear on Saturday as usual.	[640, 702, 790, 722]
subheading: CUSTOMS ENTRIES	[35, 117, 123, 127]
subheading: THE SHIP MALAY AGAIN ON FIRE.	[651, 289, 779, 308]
paragraph: We learn from the Wellington Evening Post that Colonel Whitmore has gone to England. A writer in that journal commenting on his departure, says:—"Well will it look for us in the old country when it is known that Colonel Whitmore, whose name is familiar in every house, has returned a beggar, after spending the best days of his life in the Colony, though billets are daily being made for the parasites of the Fox-Vogel Ministry, and the Colony plunged deeper into debt in hopes that they may be able to retain the reins of the Government."	[480, 410, 631, 532]
subheading: PORT OF GREY.	[44, 45, 114, 55]
subheading: ARRIVAL OF THE TARARUA AT THE BLUFF.	[486, 1316, 625, 1335]
divider	[660, 284, 770, 285]
